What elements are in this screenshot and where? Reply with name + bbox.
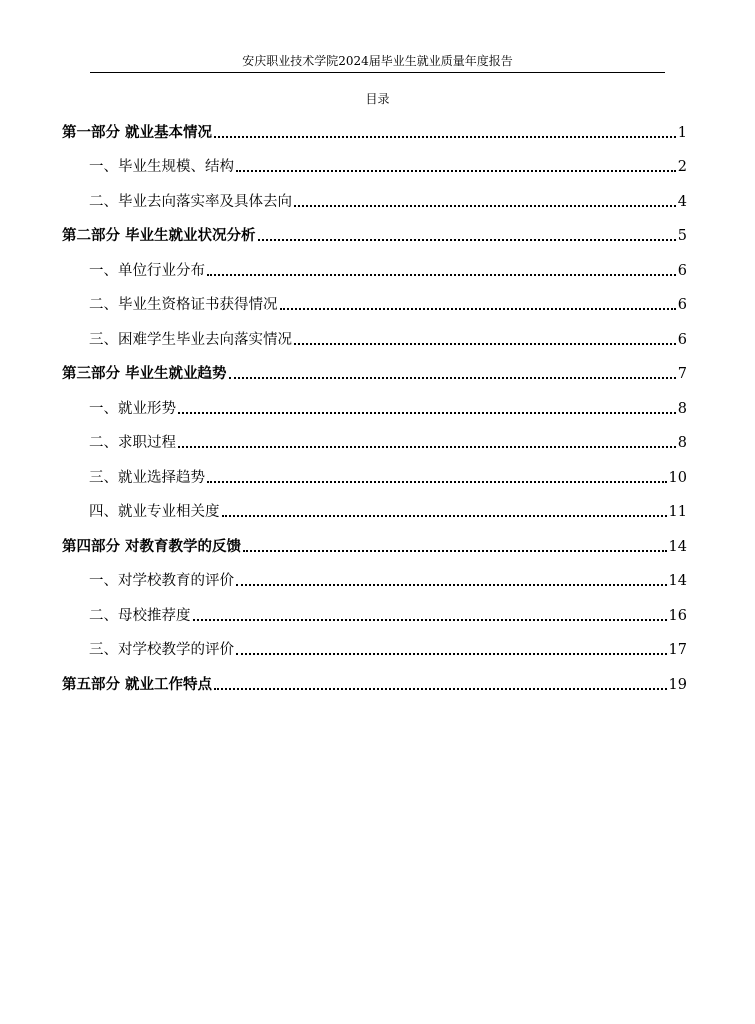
toc-entry-label: 二、母校推荐度 [89, 607, 191, 624]
toc-dot-leader [207, 481, 667, 483]
toc-part-entry[interactable] [62, 521, 687, 556]
toc-entry-label: 三、困难学生毕业去向落实情况 [89, 331, 292, 348]
toc-part-entry[interactable] [62, 211, 687, 246]
toc-page-number: 1 [677, 124, 687, 141]
toc-entry-label: 一、毕业生规模、结构 [89, 159, 234, 175]
toc-section-entry[interactable] [62, 556, 687, 591]
toc-section-entry[interactable] [62, 314, 687, 349]
toc-part-entry[interactable] [62, 659, 687, 694]
toc-page-number: 4 [677, 193, 687, 210]
toc-section-entry[interactable] [62, 383, 687, 418]
toc-page-number: 7 [677, 366, 687, 382]
toc-section-entry[interactable] [62, 487, 687, 522]
toc-page-number: 14 [668, 538, 687, 555]
toc-dot-leader [236, 170, 676, 172]
toc-section-entry[interactable] [62, 280, 687, 315]
toc-entry-label: 三、对学校教学的评价 [89, 642, 234, 658]
toc-page-number: 6 [677, 331, 687, 348]
toc-dot-leader [222, 515, 667, 517]
toc-entry-label: 第二部分 毕业生就业状况分析 [62, 227, 256, 244]
toc-entry-label: 第四部分 对教育教学的反馈 [62, 537, 242, 555]
toc-entry-label: 第五部分 就业工作特点 [62, 675, 213, 693]
toc-entry-label: 二、毕业生资格证书获得情况 [89, 297, 278, 313]
toc-page-number: 8 [677, 400, 687, 417]
toc-dot-leader [207, 274, 676, 276]
toc-dot-leader [178, 446, 676, 448]
toc-dot-leader [280, 308, 676, 310]
toc-dot-leader [294, 205, 676, 207]
running-header: 安庆职业技术学院2024届毕业生就业质量年度报告 [242, 54, 513, 68]
toc-section-entry[interactable] [62, 590, 687, 625]
toc-entry-label: 一、对学校教育的评价 [89, 573, 234, 589]
toc-section-entry[interactable] [62, 418, 687, 453]
toc-entry-label: 一、就业形势 [89, 400, 176, 417]
toc-page-number: 10 [668, 469, 687, 486]
toc-entry-label: 第一部分 就业基本情况 [62, 123, 213, 141]
toc-entry-label: 二、毕业去向落实率及具体去向 [89, 193, 292, 210]
toc-entry-label: 一、单位行业分布 [89, 262, 205, 279]
toc-page-number: 11 [668, 504, 687, 520]
toc-page-number: 16 [668, 607, 687, 624]
toc-dot-leader [214, 136, 676, 138]
toc-title: 目录 [365, 92, 390, 106]
toc-dot-leader [178, 412, 676, 414]
toc-page-number: 8 [677, 435, 687, 451]
toc-entry-label: 四、就业专业相关度 [89, 504, 220, 520]
toc-section-entry[interactable] [62, 452, 687, 487]
toc-dot-leader [193, 619, 667, 621]
toc-section-entry[interactable] [62, 176, 687, 211]
toc-page-number: 6 [677, 297, 687, 313]
toc-section-entry[interactable] [62, 245, 687, 280]
toc-dot-leader [214, 688, 666, 690]
toc-page-number: 14 [668, 573, 687, 589]
toc-entry-label: 第三部分 毕业生就业趋势 [62, 365, 227, 382]
header-divider [90, 72, 665, 73]
toc-page-number: 2 [677, 159, 687, 175]
toc-dot-leader [236, 584, 667, 586]
toc-dot-leader [294, 343, 676, 345]
toc-page-number: 19 [668, 676, 687, 693]
toc-page-number: 17 [668, 642, 687, 658]
toc-section-entry[interactable] [62, 625, 687, 660]
toc-dot-leader [236, 653, 667, 655]
toc-part-entry[interactable] [62, 349, 687, 384]
toc-section-entry[interactable] [62, 142, 687, 177]
toc-part-entry[interactable] [62, 107, 687, 142]
table-of-contents [62, 107, 687, 694]
toc-dot-leader [243, 550, 666, 552]
toc-entry-label: 三、就业选择趋势 [89, 469, 205, 486]
toc-dot-leader [258, 239, 676, 241]
toc-entry-label: 二、求职过程 [89, 435, 176, 451]
toc-page-number: 6 [677, 262, 687, 279]
toc-dot-leader [229, 377, 676, 379]
toc-page-number: 5 [677, 228, 687, 244]
